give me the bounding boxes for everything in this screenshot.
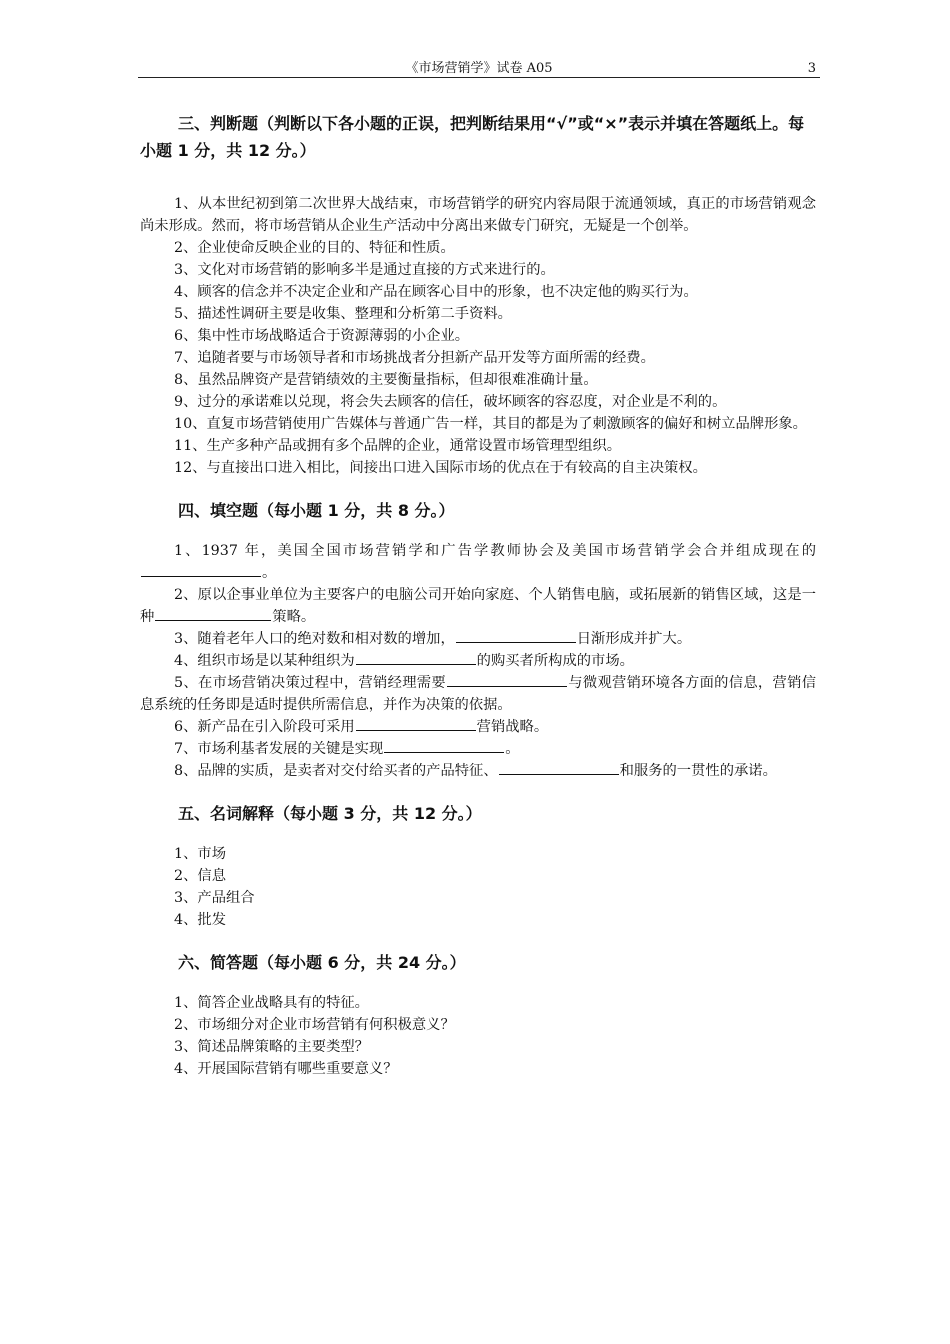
question-item: 6、集中性市场战略适合于资源薄弱的小企业。 [174, 328, 470, 344]
question-item: 4、批发 [174, 912, 226, 928]
section-title: 六、简答题（每小题 6 分，共 24 分。） [178, 953, 466, 972]
question-item: 2、市场细分对企业市场营销有何积极意义？ [174, 1017, 455, 1033]
answer-blank [384, 738, 504, 753]
header-title: 《市场营销学》试卷 A05 [405, 61, 553, 76]
question-text: 8、品牌的实质，是卖者对交付给买者的产品特征、 [174, 763, 498, 779]
section-title: 四、填空题（每小题 1 分，共 8 分。） [178, 501, 455, 520]
question-text: 6、新产品在引入阶段可采用 [174, 719, 355, 735]
question-text: 与微观营销环境各方面的信息，营销信息系统的任务即是适时提供所需信息，并作为决策的依据。 [140, 675, 816, 713]
exam-content [140, 110, 816, 1080]
answer-blank [447, 672, 567, 687]
question-text: 3、随着老年人口的绝对数和相对数的增加， [174, 631, 455, 647]
question-item: 2、企业使命反映企业的目的、特征和性质。 [174, 240, 455, 256]
question-item: 3、产品组合 [174, 890, 255, 906]
section-true-false [140, 110, 816, 479]
question-item: 1、从本世纪初到第二次世界大战结束，市场营销学的研究内容局限于流通领域，真正的市场营销观念尚未形成。然而，将市场营销从企业生产活动中分离出来做专门研究，无疑是一个创举。 [140, 196, 816, 234]
question-item: 2、信息 [174, 868, 226, 884]
section-title: 五、名词解释（每小题 3 分，共 12 分。） [178, 804, 482, 823]
question-text: 。 [262, 565, 277, 581]
question-item [140, 584, 816, 628]
question-text: 7、市场利基者发展的关键是实现 [174, 741, 384, 757]
question-text: 的购买者所构成的市场。 [476, 653, 634, 669]
question-item [140, 650, 816, 672]
question-item [140, 760, 816, 782]
page-header [138, 60, 820, 78]
question-item: 10、直复市场营销使用广告媒体与普通广告一样，其目的都是为了刺激顾客的偏好和树立品牌形象。 [174, 416, 807, 432]
question-item: 8、虽然品牌资产是营销绩效的主要衡量指标，但却很难准确计量。 [174, 372, 598, 388]
question-item: 11、生产多种产品或拥有多个品牌的企业，通常设置市场管理型组织。 [174, 438, 622, 454]
question-item [140, 628, 816, 650]
question-item: 5、描述性调研主要是收集、整理和分析第二手资料。 [174, 306, 512, 322]
answer-blank [499, 760, 619, 775]
question-item: 3、文化对市场营销的影响多半是通过直接的方式来进行的。 [174, 262, 555, 278]
question-item: 12、与直接出口进入相比，间接出口进入国际市场的优点在于有较高的自主决策权。 [174, 460, 707, 476]
answer-blank [456, 628, 576, 643]
question-item [140, 716, 816, 738]
question-item: 1、市场 [174, 846, 226, 862]
question-item: 3、简述品牌策略的主要类型？ [174, 1039, 369, 1055]
question-text: 2、原以企事业单位为主要客户的电脑公司开始向家庭、个人销售电脑，或拓展新的销售区域，这是一种 [140, 587, 816, 625]
answer-blank [356, 716, 476, 731]
question-item: 4、开展国际营销有哪些重要意义？ [174, 1061, 398, 1077]
question-item: 7、追随者要与市场领导者和市场挑战者分担新产品开发等方面所需的经费。 [174, 350, 655, 366]
question-text: 5、在市场营销决策过程中，营销经理需要 [174, 675, 446, 691]
question-text: 4、组织市场是以某种组织为 [174, 653, 355, 669]
question-text: 1、1937 年，美国全国市场营销学和广告学教师协会及美国市场营销学会合并组成现在的 [174, 543, 816, 559]
question-text: 和服务的一贯性的承诺。 [619, 763, 777, 779]
question-text: 策略。 [272, 609, 316, 625]
question-item [140, 540, 816, 584]
question-item [140, 672, 816, 716]
section-short-answer [140, 949, 816, 1080]
question-item: 1、简答企业战略具有的特征。 [174, 995, 369, 1011]
page-number: 3 [807, 61, 816, 76]
section-title: 三、判断题（判断以下各小题的正误，把判断结果用“√”或“×”表示并填在答题纸上。每小题 1 分，共 12 分。） [140, 114, 805, 160]
question-item: 4、顾客的信念并不决定企业和产品在顾客心目中的形象，也不决定他的购买行为。 [174, 284, 698, 300]
section-fill-blank [140, 497, 816, 782]
question-text: 日渐形成并扩大。 [576, 631, 692, 647]
question-item: 9、过分的承诺难以兑现，将会失去顾客的信任，破坏顾客的容忍度，对企业是不利的。 [174, 394, 727, 410]
section-definitions [140, 800, 816, 931]
answer-blank [155, 606, 271, 621]
question-item [140, 738, 816, 760]
answer-blank [356, 650, 476, 665]
question-text: 。 [505, 741, 520, 757]
answer-blank [141, 562, 261, 577]
question-text: 营销战略。 [476, 719, 549, 735]
